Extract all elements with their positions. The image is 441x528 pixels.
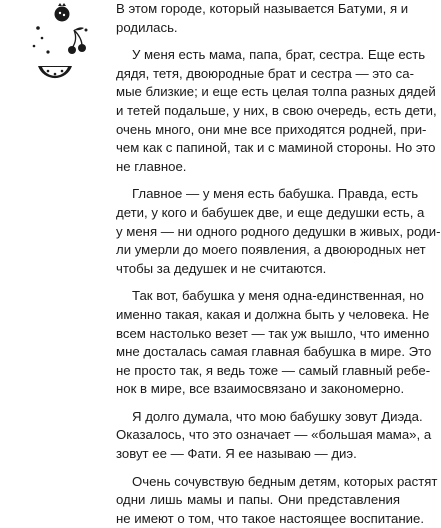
text-line: не просто так, я ведь тоже — самый главный ребе-	[116, 362, 431, 378]
cherry-icon	[68, 27, 86, 54]
text-line: очень много, они мне все приходятся родней, при-	[116, 121, 427, 137]
text-line: мне досталась самая главная бабушка в мире. Это	[116, 344, 432, 360]
text-line: чтобы за дедушек и не считаются.	[116, 260, 327, 276]
text-line: не главное.	[116, 158, 187, 174]
paragraph	[116, 46, 437, 176]
paragraph	[116, 0, 409, 37]
text-line: У меня есть мама, папа, брат, сестра. Еще есть	[132, 47, 426, 63]
pomegranate-icon	[55, 3, 70, 22]
paragraph-gap	[116, 399, 400, 408]
text-line: Очень сочувствую бедным детям, которых растят	[132, 473, 438, 489]
text-line: Так вот, бабушка у меня одна-единственная, но	[132, 288, 424, 304]
text-line: чем как с папиной, так и с маминой стороны. Но это	[116, 140, 436, 156]
paragraph-gap	[116, 278, 400, 287]
text-line: Оказалось, что это означает — «большая мама», а	[116, 427, 432, 443]
text-line: не имеют о том, что такое настоящее воспитание.	[116, 510, 424, 526]
paragraph-gap	[116, 37, 400, 46]
watermelon-slice-icon	[38, 66, 72, 78]
text-line: ли умерли до моего появления, а двоюродных нет	[116, 242, 426, 258]
paragraph-gap	[116, 176, 400, 185]
text-line: В этом городе, который называется Батуми, я и	[116, 1, 409, 16]
text-line: у меня — ни одного родного дедушки в живых, роди-	[116, 223, 441, 239]
paragraph	[116, 408, 432, 464]
text-line: всем настолько везет — так уж вышло, что именно	[116, 325, 430, 341]
paragraph	[116, 287, 432, 399]
text-line: именно такая, какая и должна быть у человека. Не	[116, 306, 430, 322]
decorative-ornament	[28, 0, 98, 90]
text-line: Главное — у меня есть бабушка. Правда, есть	[132, 186, 419, 202]
paragraph-gap	[116, 464, 400, 473]
body-text	[116, 0, 441, 528]
paragraph	[116, 185, 441, 278]
text-line: зовут ее — Фати. Я ее называю — диэ.	[116, 446, 357, 462]
text-line: дети, у кого и бабушек две, и еще дедушки есть, а	[116, 204, 425, 220]
text-line: мые близкие; и еще есть целая толпа разных дядей	[116, 84, 436, 100]
text-line: дядя, тетя, двоюродные брат и сестра — это са-	[116, 65, 414, 81]
text-line: Я долго думала, что мою бабушку зовут Диэда.	[132, 408, 423, 424]
text-line: нок в мире, все взаимосвязано и закономерно.	[116, 381, 405, 397]
paragraph	[116, 473, 438, 528]
text-line: одни лишь мамы и папы. Они представления	[116, 492, 400, 508]
text-line: и тетей подальше, у них, в свою очередь, есть дети,	[116, 102, 437, 118]
text-line: родилась.	[116, 19, 178, 35]
